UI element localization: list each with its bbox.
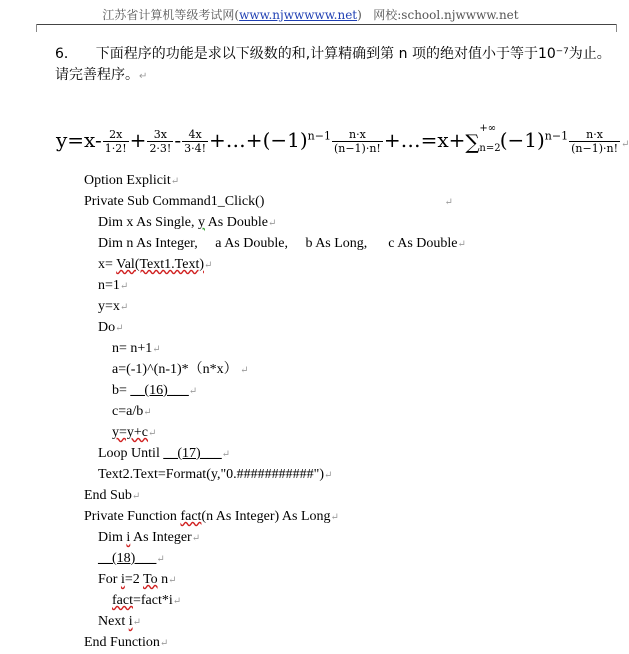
term-1 [103,128,129,155]
sigma-glyph: ∑ [465,129,480,154]
code-text: As Integer [130,530,192,545]
code-text: y=x [98,299,120,314]
code-line: fact=fact*i↵ [112,593,182,608]
code-text: n [157,572,169,587]
code-text: Do [98,320,116,335]
code-line: Next i↵ [98,614,141,629]
term-3-den: 3·4! [184,142,207,155]
code-text: End Function [84,635,160,650]
code-text: i [120,572,125,587]
code-text: fact [180,509,202,524]
term-2 [147,128,173,155]
code-line: For i=2 To n↵ [98,572,177,587]
question-text: 6． 下面程序的功能是求以下级数的和,计算精确到第 n 项的绝对值小于等于10⁻⁷为止。请完善程序。↵ [55,46,611,83]
answer-blank-16: __(16)___ [130,383,189,398]
code-line: Dim x As Single, y As Double↵ [98,215,277,230]
code-line: n= n+1↵ [112,341,161,356]
margin-mark-right [606,24,617,32]
formula-lhs: y=x- [56,128,102,152]
code-text: As Double [204,215,268,230]
code-line: y=x↵ [98,299,129,314]
code-text: To [143,572,158,587]
code-line: y=y+c↵ [112,425,157,440]
term-n [332,128,383,155]
answer-blank-18: __(18)___ [98,551,157,566]
formula-mid2: +…=x+ [383,128,466,152]
term-3 [182,128,208,155]
code-line: End Function↵ [84,635,169,650]
code-line: Dim i As Integer↵ [98,530,201,545]
header-title: 江苏省计算机等级考试网 [102,8,235,22]
code-text: Private Sub Command1_Click() [84,194,265,209]
code-text: fact [112,593,133,608]
code-text: Val(Text1.Text) [116,257,204,272]
sigma-top: +∞ [479,122,497,134]
question-body: 下面程序的功能是求以下级数的和,计算精确到第 n 项的绝对值小于等于10⁻⁷为止。请完善程序。 [55,46,611,83]
code-line: Do↵ [98,320,124,335]
code-text: y=y+c [112,425,149,440]
code-line: a=(-1)^(n-1)*（n*x） ↵ [112,362,249,377]
code-line: Private Function fact(n As Integer) As Long↵ [84,509,339,524]
series-formula: y=x- $\frac{2x}{1\cdot 2!}$ + $\frac{3x}{2\cdot 3!}$ - $\frac{4x}{3\cdot 4!}$ $+\dots+(-1)^{n-1}$ $\frac{n\cdot x}{(n-1)\cdot n!}$ +…=x+∑ +∞ n=2 $(-1)^{n-1}$ $\frac{n\cdot x}{(n-1)\cdot n!}$ ↵ [56,122,629,155]
formula-mid: +…+(−1) [209,128,308,152]
margin-mark-left [36,24,47,32]
code-text: n= n+1 [112,341,153,356]
code-text: i [126,530,131,545]
code-text: i [128,614,133,629]
code-text: Loop Until [98,446,164,461]
term-n-den: (n−1)·n! [333,142,381,155]
sigma-bottom: n=2 [479,142,501,154]
code-line: n=1↵ [98,278,129,293]
formula-exp: n−1 [307,129,331,143]
code-text: =fact*i [132,593,173,608]
code-text: y [197,215,205,230]
term-3-num: 4x [182,128,208,142]
code-line: x= Val(Text1.Text)↵ [98,257,213,272]
code-line: __(18)___↵ [98,551,165,566]
term-n-2 [569,128,620,155]
code-line: Private Sub Command1_Click() ↵ [84,194,453,209]
term-2-num: 3x [147,128,173,142]
page-header: 江苏省计算机等级考试网(www.njwwwww.net) 网校:school.njwwww.net [102,8,519,22]
code-line: Option Explicit↵ [84,173,180,188]
code-text: End Sub [84,488,132,503]
code-line: Loop Until __(17)___↵ [98,446,231,461]
code-text: Option Explicit [84,173,171,188]
code-text: Private Function [84,509,181,524]
code-line: Dim n As Integer, a As Double, b As Long, c As Double↵ [98,236,466,251]
code-text: Dim n As Integer, a As Double, b As Long, c As Double [98,236,458,251]
term-n-num: n·x [332,128,383,142]
code-text: x= [98,257,117,272]
formula-exp2: n−1 [544,129,569,143]
sigma-symbol [465,122,501,154]
code-text: c=a/b [112,404,144,419]
answer-blank-17: __(17)___ [163,446,222,461]
code-line: c=a/b↵ [112,404,152,419]
code-line: b= __(16)___↵ [112,383,198,398]
code-text: a=(-1)^(n-1)*（n*x） [112,362,238,377]
term-1-den: 1·2! [104,142,127,155]
header-rule [36,24,616,25]
code-text: b= [112,383,131,398]
term-1-num: 2x [103,128,129,142]
code-text: (n As Integer) As Long [201,509,331,524]
term-n-2-den: (n−1)·n! [571,142,618,155]
code-text: For [98,572,121,587]
code-line: Text2.Text=Format(y,"0.###########")↵ [98,467,333,482]
code-text: Dim x As Single, [98,215,198,230]
term-2-den: 2·3! [149,142,172,155]
code-text: Text2.Text=Format(y,"0.###########") [98,467,325,482]
header-link[interactable]: www.njwwwww.net [239,8,358,22]
code-text: Dim [98,530,127,545]
code-text: Next [98,614,129,629]
term-n-2-num: n·x [569,128,620,142]
code-line: End Sub↵ [84,488,141,503]
code-text: =2 [124,572,143,587]
header-school: 网校:school.njwwww.net [373,8,519,22]
question-number: 6． [55,46,78,62]
formula-mid3: (−1) [499,128,545,152]
code-text: n=1 [98,278,120,293]
